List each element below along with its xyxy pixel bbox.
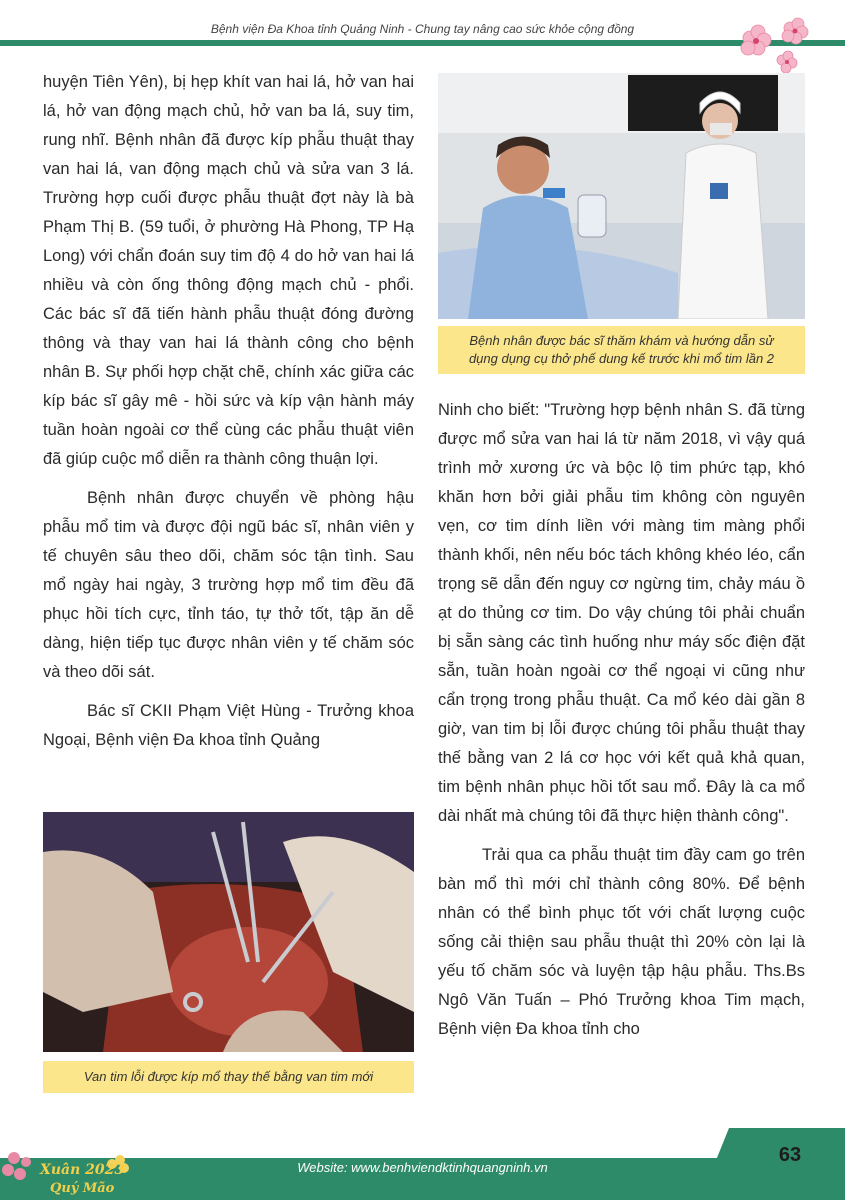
svg-text:Xuân 2023: Xuân 2023 [40,1162,125,1178]
paragraph: Trải qua ca phẫu thuật tim đầy cam go trên bàn mổ thì mới chỉ thành công 80%. Để bệnh nhân có thể bình phục tốt với chất lượng cuộc sống cải thiện sau phẫu thuật thì 20% còn lại là yếu tố chăm sóc và luyện tập hậu phẫu. Ths.Bs Ngô Văn Tuấn – Phó Trưởng khoa Tim mạch, Bệnh viện Đa khoa tỉnh cho [438,846,805,1038]
website-link[interactable]: Website: www.benhviendktinhquangninh.vn [297,1160,548,1175]
header-rule [0,40,845,46]
page-number: 63 [778,1144,802,1166]
photo-heart-surgery [43,812,414,1052]
paragraph: Ninh cho biết: "Trường hợp bệnh nhân S. đã từng được mổ sửa van hai lá từ năm 2018, vì vậy quá trình mở xương ức và bộc lộ tim phức tạp, khó khăn hơn bởi giải phẫu tim không còn nguyên vẹn, cơ tim dính liền với màng tim màng phổi thành khối, nên nếu bóc tách không khéo léo, cẩn trọng sẽ dẫn đến nguy cơ ngừng tim, chảy máu ồ ạt do thủng cơ tim. Do vậy chúng tôi phải chuẩn bị sẵn sàng các tình huống như máy sốc điện đặt sẵn, tuần hoàn ngoài cơ thể ngoại vi cũng như cẩn trọng trong phẫu thuật. Ca mổ kéo dài gần 8 giờ, van tim bị lỗi được chúng tôi phẫu thuật thay thế bằng van 2 lá cơ học với kết quả khả quan, tim bệnh nhân phục hồi tốt sau mổ. Đây là ca mổ dài nhất mà chúng tôi đã thực hiện thành công". [438,401,805,825]
right-column [438,396,805,1054]
running-title: Bệnh viện Đa Khoa tỉnh Quảng Ninh - Chung tay nâng cao sức khỏe cộng đồng [210,22,635,36]
figure-caption-top: Bệnh nhân được bác sĩ thăm khám và hướng dẫn sử dụng dụng cụ thở phế dung kế trước khi mổ tim lần 2 [438,326,805,374]
svg-text:Quý Mão: Quý Mão [50,1181,115,1196]
cherry-blossom-decoration [728,8,818,78]
photo-patient-consultation [438,73,805,319]
paragraph: Bệnh nhân được chuyển về phòng hậu phẫu mổ tim và được đội ngũ bác sĩ, nhân viên y tế chuyên sâu theo dõi, chăm sóc tận tình. Sau mổ ngày hai ngày, 3 trường hợp mổ tim đều đã phục hồi tích cực, tỉnh táo, tự thở tốt, tập ăn dễ dàng, hiện tiếp tục được nhân viên y tế chăm sóc và theo dõi sát. [43,489,414,681]
left-column [43,68,414,765]
figure-caption-bottom: Van tim lỗi được kíp mổ thay thế bằng van tim mới [43,1061,414,1093]
tet-logo-icon [0,1130,140,1200]
paragraph: huyện Tiên Yên), bị hẹp khít van hai lá, hở van hai lá, hở van động mạch chủ, hở van ba lá, suy tim, rung nhĩ. Bệnh nhân đã được kíp phẫu thuật thay van hai lá, van động mạch chủ và sửa van 3 lá. Trường hợp cuối được phẫu thuật đợt này là bà Phạm Thị B. (59 tuổi, ở phường Hà Phong, TP Hạ Long) với chẩn đoán suy tim độ 4 do hở van hai lá nhiều và còn ống thông động mạch chủ - phổi. Các bác sĩ đã tiến hành phẫu thuật đóng đường thông và thay van hai lá thành công cho bệnh nhân B. Sự phối hợp chặt chẽ, chính xác giữa các kíp bác sĩ gây mê - hồi sức và kíp vận hành máy tuần hoàn ngoài cơ thể cùng các phẫu thuật viên đã giúp cuộc mổ diễn ra thành công thuận lợi. [43,73,414,468]
paragraph: Bác sĩ CKII Phạm Việt Hùng - Trưởng khoa Ngoại, Bệnh viện Đa khoa tỉnh Quảng [43,702,414,749]
